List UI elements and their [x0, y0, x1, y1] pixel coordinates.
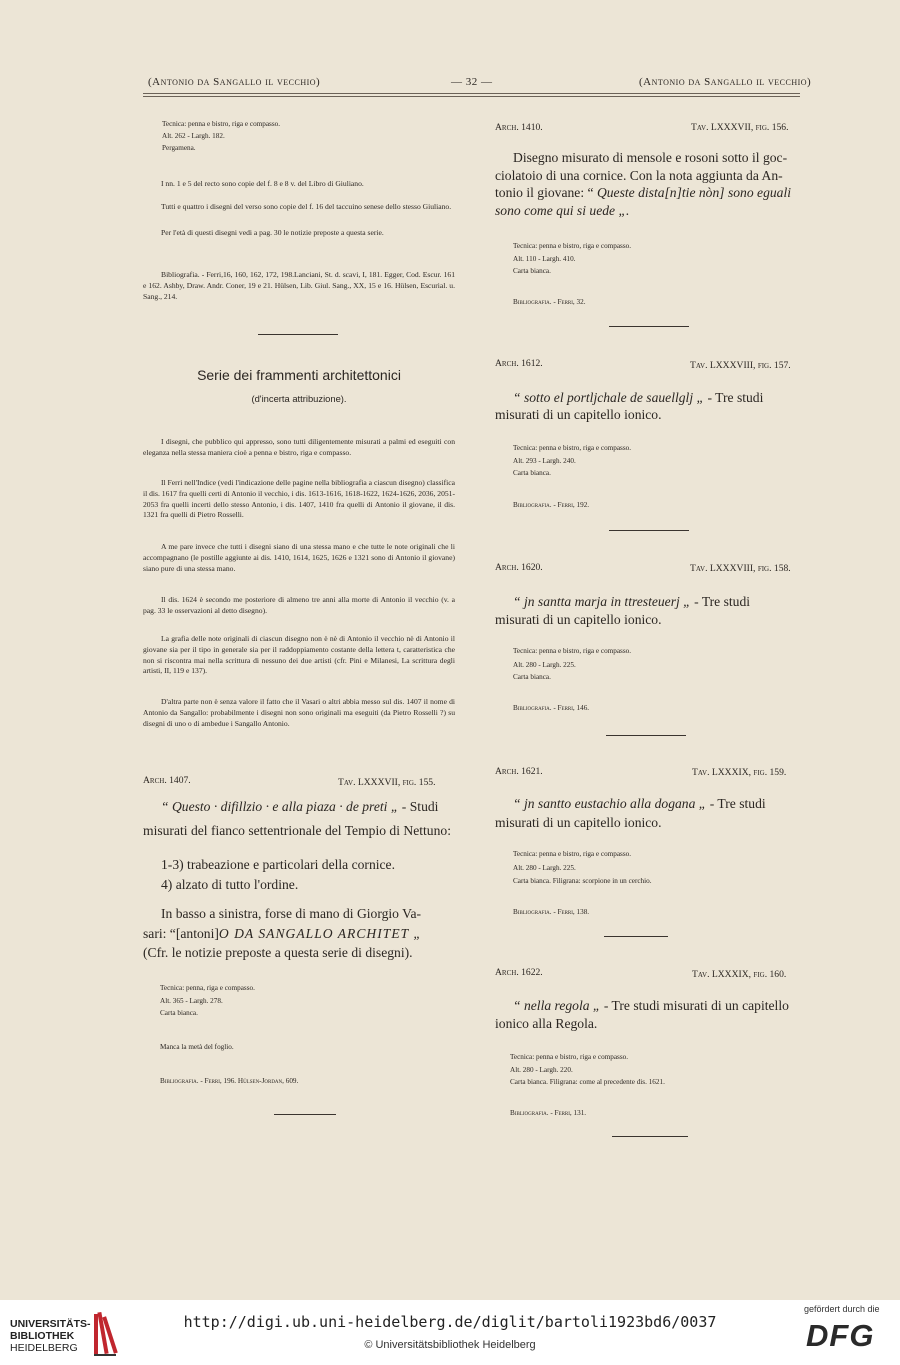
entry-divider	[606, 735, 686, 736]
dimensions-line: Alt. 293 - Largh. 240.	[513, 457, 576, 465]
entry-divider	[604, 936, 668, 937]
bibliography-line: Bibliografia. - Ferri, 192.	[513, 501, 590, 509]
material-line: Pergamena.	[162, 144, 196, 152]
tecnica-line: Tecnica: penna e bistro, riga e compasso.	[162, 120, 281, 128]
entry-plate-ref: Tav. LXXXIX, fig. 160.	[692, 969, 787, 980]
entry-divider	[612, 1136, 688, 1137]
entry-arch-number: Arch. 1407.	[143, 775, 191, 786]
original-inscription: Queste dista[n]tie nòn] sono eguali	[596, 185, 792, 200]
note-line: Manca la metà del foglio.	[160, 1043, 234, 1051]
header-rule	[143, 93, 800, 94]
bibliography-line: Bibliografia. - Ferri, 138.	[513, 908, 590, 916]
bibliography-line: Bibliografia. - Ferri, 131.	[510, 1109, 587, 1117]
material-line: Carta bianca.	[160, 1009, 198, 1017]
note-paragraph: Tutti e quattro i disegni del verso sono copie del f. 16 del taccuino senese dello stesso Giuliano.	[161, 202, 452, 211]
entry-description: Disegno misurato di mensole e rosoni sotto il goc-	[513, 150, 788, 165]
material-line: Carta bianca.	[513, 469, 551, 477]
note-paragraph: I nn. 1 e 5 del recto sono copie del f. 8 e 8 v. del Libro di Giuliano.	[161, 179, 364, 188]
intro-paragraph: I disegni, che pubblico qui appresso, sono tutti diligentemente misurati a palmi ed eseguiti con eleganza nella stessa maniera cioè a penna e bistro, riga e compasso.	[143, 437, 455, 457]
entry-description: misurati del fianco settentrionale del Tempio di Nettuno:	[143, 823, 451, 838]
entry-description: “ nella regola „ - Tre studi misurati di un capitello	[513, 998, 789, 1013]
material-line: Carta bianca.	[513, 673, 551, 681]
intro-paragraph: A me pare invece che tutti i disegni siano di una stessa mano e che tutte le note originali che li accompagnano (le postille aggiunte ai dis. 1410, 1614, 1625, 1626 e 1321 sono di Antonio il giovane) siano pure di una stessa mano.	[143, 542, 455, 573]
header-rule-2	[143, 96, 800, 97]
tecnica-line: Tecnica: penna e bistro, riga e compasso.	[513, 444, 632, 452]
original-inscription: “ sotto el portljchale de sauellglj „	[513, 390, 705, 405]
entry-divider	[609, 326, 689, 327]
intro-paragraph: D'altra parte non è senza valore il fatto che il Vasari o altri abbia messo sul dis. 1407 il nome di Antonio da Sangallo: probabilmente i disegni non sono originali ma eseguiti (da Pietro Rosselli ?) su disegni di uno o di ambedue i Sangallo Antonio.	[143, 697, 455, 728]
copyright-notice: © Universitätsbibliothek Heidelberg	[364, 1339, 536, 1351]
intro-paragraph: Il dis. 1624 è secondo me posteriore di almeno tre anni alla morte di Antonio il vecchio (v. a pag. 33 le osservazioni al detto disegno).	[143, 595, 455, 615]
bibliography-line: Bibliografia. - Ferri, 196. Hülsen-Jordan, 609.	[160, 1077, 299, 1085]
entry-plate-ref: Tav. LXXXIX, fig. 159.	[692, 767, 787, 778]
bibliography-paragraph: Bibliografia. - Ferri,16, 160, 162, 172, 198.Lanciani, St. d. scavi, I, 181. Egger, Cod. Escur. 161 e 162. Ashby, Draw. Andr. Coner, 19 e 21. Hülsen, Lib. Giul. Sang., XX, 15 e 16. Hülsen, Escurial. u. Sang., 214.	[143, 270, 455, 301]
entry-description: misurati di un capitello ionico.	[495, 815, 662, 830]
page-number: — 32 —	[451, 76, 493, 88]
note-paragraph: Per l'età di questi disegni vedi a pag. 30 le notizie preposte a questa serie.	[161, 228, 384, 237]
bibliography-line: Bibliografia. - Ferri, 146.	[513, 704, 590, 712]
dimensions-line: Alt. 365 - Largh. 278.	[160, 997, 223, 1005]
bibliography-line: Bibliografia. - Ferri, 32.	[513, 298, 586, 306]
permalink-url[interactable]: http://digi.ub.uni-heidelberg.de/diglit/bartoli1923bd6/0037	[183, 1313, 717, 1331]
entry-arch-number: Arch. 1410.	[495, 122, 543, 133]
dimensions-line: Alt. 280 - Largh. 225.	[513, 864, 576, 872]
running-header-right: (Antonio da Sangallo il vecchio)	[639, 76, 812, 88]
entry-plate-ref: Tav. LXXXVIII, fig. 157.	[690, 360, 791, 371]
entry-divider	[609, 530, 689, 531]
tecnica-line: Tecnica: penna, riga e compasso.	[160, 984, 255, 992]
entry-arch-number: Arch. 1621.	[495, 766, 543, 777]
running-header-left: (Antonio da Sangallo il vecchio)	[148, 76, 321, 88]
inscription-note: In basso a sinistra, forse di mano di Giorgio Va-	[161, 906, 422, 921]
dfg-logo: DFG	[806, 1318, 875, 1353]
original-inscription: “ jn santta marja in ttresteuerj „	[513, 594, 691, 609]
library-logo-text: UNIVERSITÄTS- BIBLIOTHEK HEIDELBERG	[10, 1318, 91, 1354]
tecnica-line: Tecnica: penna e bistro, riga e compasso.	[513, 647, 632, 655]
material-line: Carta bianca. Filigrana: scorpione in un cerchio.	[513, 877, 652, 885]
entry-plate-ref: Tav. LXXXVIII, fig. 158.	[690, 563, 791, 574]
entry-description: tonio il giovane: “ Queste dista[n]tie nòn] sono eguali	[495, 185, 792, 200]
original-inscription: “ Questo · difillzio · e alla piaza · de preti „	[161, 799, 399, 814]
entry-arch-number: Arch. 1612.	[495, 358, 543, 369]
section-title: Serie dei frammenti architettonici	[197, 367, 401, 383]
intro-paragraph: Il Ferri nell'Indice (vedi l'indicazione delle pagine nella bibliografia a ciascun disegno) classifica il dis. 1617 fra quelli certi di Antonio il vecchio, i dis. 1613-1616, 1618-1622, 1624-1626, 2036, 2051-2053 fra quelli incerti dello stesso Antonio, i dis. 1407, 1410 fra quelli di Antonio il giovane, il dis. 1321 fra quelli di Pietro Rosselli.	[143, 478, 455, 520]
entry-plate-ref: Tav. LXXXVII, fig. 155.	[338, 777, 436, 788]
original-inscription: “ jn santto eustachio alla dogana „	[513, 796, 707, 811]
entry-plate-ref: Tav. LXXXVII, fig. 156.	[691, 122, 789, 133]
dimensions-line: Alt. 262 - Largh. 182.	[162, 132, 225, 140]
entry-description: misurati di un capitello ionico.	[495, 407, 662, 422]
original-inscription: “ nella regola „	[513, 998, 601, 1013]
section-divider	[258, 334, 338, 335]
entry-description: “ sotto el portljchale de sauellglj „ - Tre studi	[513, 390, 764, 405]
entry-description: misurati di un capitello ionico.	[495, 612, 662, 627]
list-item: 1-3) trabeazione e particolari della cornice.	[161, 857, 395, 872]
tecnica-line: Tecnica: penna e bistro, riga e compasso.	[510, 1053, 629, 1061]
entry-arch-number: Arch. 1622.	[495, 967, 543, 978]
entry-arch-number: Arch. 1620.	[495, 562, 543, 573]
material-line: Carta bianca. Filigrana: come al precedente dis. 1621.	[510, 1078, 665, 1086]
entry-description: “ Questo · difillzio · e alla piaza · de preti „ - Studi	[161, 799, 439, 814]
dimensions-line: Alt. 110 - Largh. 410.	[513, 255, 576, 263]
material-line: Carta bianca.	[513, 267, 551, 275]
inscription-note: sari: “[antoni]O DA SANGALLO ARCHITET „	[143, 926, 422, 941]
intro-paragraph: La grafia delle note originali di ciascun disegno non è nè di Antonio il vecchio nè di Antonio il giovane sia per il tipo in generale sia per il raddoppiamento costante della lettera t, caratteristica che non si riscontra mai nella scrittura di nessuno dei due artisti (cfr. Pini e Milanesi, La scrittura degli artisti, II, 119 e 137).	[143, 634, 455, 676]
entry-description: “ jn santta marja in ttresteuerj „ - Tre studi	[513, 594, 751, 609]
funding-label: gefördert durch die	[804, 1304, 880, 1314]
dimensions-line: Alt. 280 - Largh. 220.	[510, 1066, 573, 1074]
dimensions-line: Alt. 280 - Largh. 225.	[513, 661, 576, 669]
entry-description: ionico alla Regola.	[495, 1016, 598, 1031]
entry-divider	[274, 1114, 336, 1115]
original-inscription: sono come qui si uede „.	[495, 203, 630, 218]
list-item: 4) alzato di tutto l'ordine.	[161, 877, 299, 892]
tecnica-line: Tecnica: penna e bistro, riga e compasso.	[513, 242, 632, 250]
digitization-footer	[0, 1300, 900, 1365]
section-subtitle: (d'incerta attribuzione).	[251, 393, 347, 404]
entry-description: “ jn santto eustachio alla dogana „ - Tre studi	[513, 796, 766, 811]
inscription-note: (Cfr. le notizie preposte a questa serie di disegni).	[143, 945, 413, 960]
inscription-text: O DA SANGALLO ARCHITET „	[218, 926, 422, 941]
entry-description: ciolatoio di una cornice. Con la nota aggiunta da An-	[495, 168, 783, 183]
tecnica-line: Tecnica: penna e bistro, riga e compasso.	[513, 850, 632, 858]
